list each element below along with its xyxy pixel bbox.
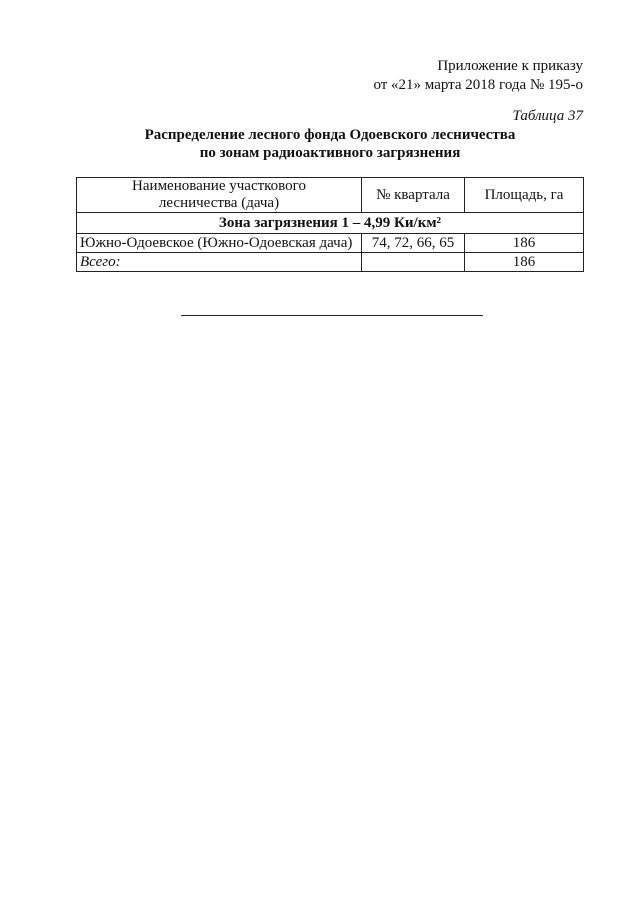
title-line-1: Распределение лесного фонда Одоевского лесничества bbox=[144, 127, 516, 143]
row-quarters: 74, 72, 66, 65 bbox=[362, 234, 465, 253]
table-header-row bbox=[77, 178, 584, 213]
total-quarters-empty bbox=[362, 253, 465, 272]
title-line-2: по зонам радиоактивного загрязнения bbox=[199, 145, 461, 161]
total-label: Всего: bbox=[77, 253, 362, 272]
total-area: 186 bbox=[465, 253, 584, 272]
row-area: 186 bbox=[465, 234, 584, 253]
forest-distribution-table bbox=[76, 177, 584, 272]
appendix-header bbox=[373, 57, 583, 95]
header-name-line-1: Наименование участкового bbox=[132, 178, 306, 194]
header-quarter: № квартала bbox=[362, 178, 465, 213]
row-forestry-name: Южно-Одоевское (Южно-Одоевская дача) bbox=[77, 234, 362, 253]
closing-divider-line bbox=[181, 315, 483, 316]
total-row bbox=[77, 253, 584, 272]
header-area: Площадь, га bbox=[465, 178, 584, 213]
header-name-line-2: лесничества (дача) bbox=[158, 195, 280, 211]
zone-label: Зона загрязнения 1 – 4,99 Ки/км² bbox=[77, 213, 584, 234]
table-number: Таблица 37 bbox=[512, 108, 583, 124]
zone-row bbox=[77, 213, 584, 234]
table-row bbox=[77, 234, 584, 253]
appendix-line-1: Приложение к приказу bbox=[437, 58, 583, 74]
document-title bbox=[75, 126, 585, 162]
header-name bbox=[77, 178, 362, 213]
appendix-line-2: от «21» марта 2018 года № 195-о bbox=[373, 77, 583, 93]
